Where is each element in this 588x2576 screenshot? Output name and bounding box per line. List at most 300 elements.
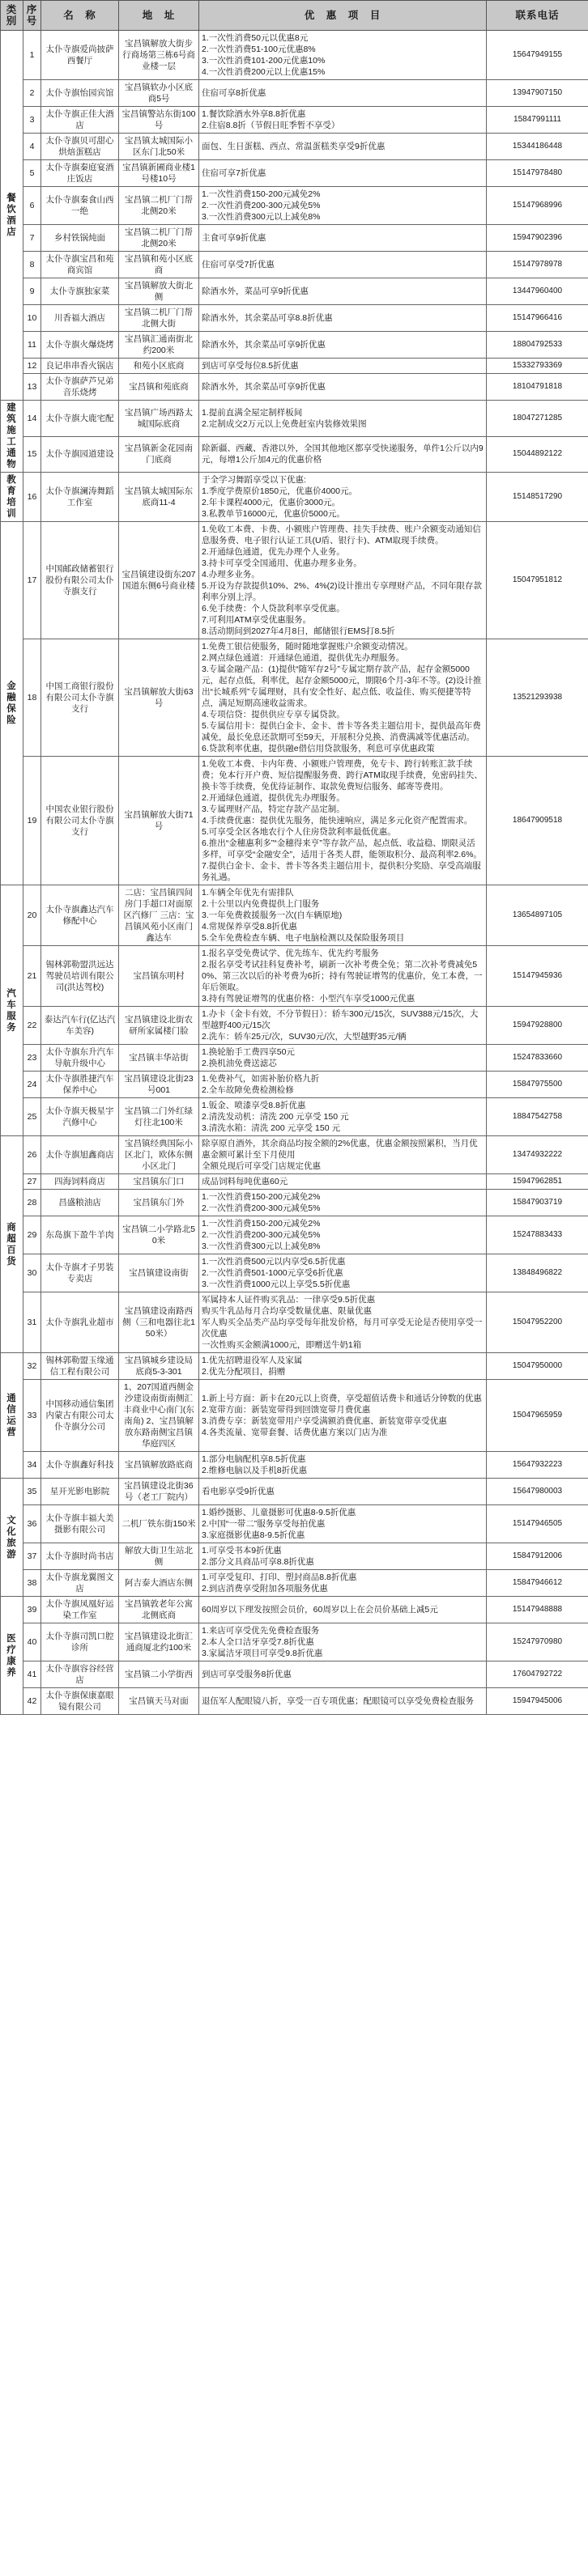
table-row (1, 1292, 588, 1353)
header-offer: 优 惠 项 目 (199, 1, 487, 31)
offer-text: 1.报名享受免费试学、优先练车、优先约考服务 2.报名享受考试挂科复费补考，刷新一次补考费全免；第二次补考费减免50%、第三次以后的补考费为6折；持有驾驶证增驾的优惠价，免工本费，一年后领取。 3.持有驾驶证增驾的优惠价格：小型汽车享受1000元优惠 (202, 948, 483, 1004)
contact-phone: 15647932223 (487, 1452, 588, 1479)
table-row (1, 1254, 588, 1292)
merchant-name: 太仆寺旗天极星宇汽修中心 (41, 1098, 119, 1136)
category-cell: 商超百货 (1, 1136, 23, 1353)
table-row (1, 1190, 588, 1216)
offer-details (199, 31, 487, 80)
offer-details (199, 1292, 487, 1353)
merchant-address: 宝昌镇警站东街100号 (119, 107, 199, 134)
offer-details (199, 225, 487, 252)
row-number: 26 (23, 1136, 41, 1174)
merchant-name: 乡村铁锅炖面 (41, 225, 119, 252)
merchant-name: 太仆寺旗鑫达汽车修配中心 (41, 885, 119, 946)
merchant-name: 泰达汽车行(亿达汽车美容) (41, 1007, 119, 1045)
merchant-address: 宝昌镇和苑小区底商 (119, 252, 199, 278)
contact-phone: 13947907150 (487, 80, 588, 107)
offer-details (199, 252, 487, 278)
contact-phone: 15044892122 (487, 436, 588, 473)
merchant-address: 宝昌镇新金花园南门底商 (119, 436, 199, 473)
table-row (1, 436, 588, 473)
merchant-name: 太仆寺旗胜捷汽车保养中心 (41, 1072, 119, 1098)
contact-phone: 18104791818 (487, 374, 588, 401)
table-row (1, 639, 588, 757)
contact-phone: 15947962851 (487, 1174, 588, 1190)
merchant-name: 太仆寺旗秦庭宴酒庄饭店 (41, 160, 119, 187)
merchant-address: 宝昌镇太城国际小区东门北50米 (119, 134, 199, 160)
category-cell: 通信运营 (1, 1353, 23, 1479)
offer-details (199, 1505, 487, 1543)
header-name: 名 称 (41, 1, 119, 31)
row-number: 27 (23, 1174, 41, 1190)
merchant-name: 太仆寺旗龙翼图文店 (41, 1570, 119, 1597)
contact-phone: 15847912006 (487, 1543, 588, 1570)
table-row (1, 1479, 588, 1505)
offer-details (199, 1190, 487, 1216)
offer-text: 1.新上号方面：新卡在20元以上资费，享受超值话费卡和通话分钟数的优惠 2.宽带方面：新装宽带得到回馈宽带月费优惠 3.消费专享：新装宽带用户享受满额消费优惠、新装宽带享受优惠 4.各类流量、宽带套餐、话费优惠方案以门店为准 (202, 1394, 482, 1437)
merchant-address: 宝昌镇和苑底商 (119, 374, 199, 401)
merchant-name: 太仆寺旗丰福大美摄影有限公司 (41, 1505, 119, 1543)
merchant-name: 中国工商银行股份有限公司太仆寺旗支行 (41, 639, 119, 757)
merchant-name: 星开光影电影院 (41, 1479, 119, 1505)
row-number: 12 (23, 359, 41, 374)
table-row (1, 1216, 588, 1254)
contact-phone: 17604792722 (487, 1661, 588, 1688)
merchant-address: 宝昌镇丰华站街 (119, 1045, 199, 1072)
offer-details (199, 401, 487, 437)
table-row (1, 1623, 588, 1661)
row-number: 19 (23, 757, 41, 885)
offer-text: 1.一次性消费150-200元减免2% 2.一次性消费200-300元减免5% 3.一次性消费300元以上减免8% (202, 1219, 321, 1251)
offer-details (199, 1570, 487, 1597)
offer-text: 1.钣金、喷漆享受8.8折优惠 2.清洗发动机：清洗 200 元享受 150 元 3.清洗水箱：清洗 200 元享受 150 元 (202, 1101, 349, 1133)
contact-phone: 13848496822 (487, 1254, 588, 1292)
offer-details (199, 359, 487, 374)
contact-phone: 15147946505 (487, 1505, 588, 1543)
offer-details (199, 1072, 487, 1098)
contact-phone: 15147948888 (487, 1597, 588, 1623)
row-number: 33 (23, 1380, 41, 1452)
offer-text: 60周岁以下理发按照会员价，60周岁以上在会员价基础上减5元 (202, 1605, 438, 1615)
offer-text: 1.提前直满全屋定制样板间 2.定制成交2万元以上免费赶室内装修效果图 (202, 407, 367, 429)
row-number: 25 (23, 1098, 41, 1136)
table-row (1, 1007, 588, 1045)
merchant-address: 宝昌镇解放大街步行商场第三栋6号商业楼一层 (119, 31, 199, 80)
offer-details (199, 134, 487, 160)
table-row (1, 1597, 588, 1623)
contact-phone: 15148517290 (487, 473, 588, 522)
category-cell: 医疗康养 (1, 1597, 23, 1715)
table-row (1, 946, 588, 1007)
row-number: 16 (23, 473, 41, 522)
offer-details (199, 1136, 487, 1174)
merchant-name: 太仆寺旗大鹿宅配 (41, 401, 119, 437)
merchant-name: 太仆寺旗旭鑫商店 (41, 1136, 119, 1174)
table-row (1, 187, 588, 225)
offer-text: 1.免收工本费、卡费、小额账户管理费、挂失手续费、账户余额变动通知信息服务费、电子银行认证工具(U盾、银行卡)、ATM取现手续费。 2.开通绿色通道，优先办理个人业务。 3.持卡可享受全国通用、优惠办理多业务。 4.办理多业务。 5.开设为存款提供10%、2%、4%(2)设计推出专享理财产品，不同年限存款利率分别上浮。 6.免手续费：个人贷款利率享受优惠。 7.可利用ATM享受优惠服务。 8.活动期间到2027年4月8日，邮储银行EMS打8.5折 (202, 524, 482, 636)
merchant-name: 太仆寺旗时尚书店 (41, 1543, 119, 1570)
merchant-address: 宝昌镇解放路底商 (119, 1452, 199, 1479)
table-row (1, 885, 588, 946)
offer-details (199, 1353, 487, 1380)
offer-details (199, 278, 487, 305)
offer-text: 面包、生日蛋糕、西点、常温蛋糕类享受9折优惠 (202, 142, 386, 151)
row-number: 20 (23, 885, 41, 946)
table-row (1, 401, 588, 437)
offer-details (199, 885, 487, 946)
offer-details (199, 332, 487, 359)
table-row (1, 332, 588, 359)
contact-phone: 15847975500 (487, 1072, 588, 1098)
merchant-address: 宝昌镇解放大街北侧 (119, 278, 199, 305)
offer-text: 成品饲料每吨优惠60元 (202, 1177, 288, 1186)
table-row (1, 1072, 588, 1098)
contact-phone: 18047271285 (487, 401, 588, 437)
offer-text: 住宿可享8折优惠 (202, 88, 266, 98)
merchant-address: 解放大街卫生站北侧 (119, 1543, 199, 1570)
contact-phone: 18804792533 (487, 332, 588, 359)
merchant-name: 太仆寺旗秦食山西一绝 (41, 187, 119, 225)
table-body (1, 31, 588, 1715)
offer-details (199, 1007, 487, 1045)
row-number: 3 (23, 107, 41, 134)
merchant-address: 宝昌镇二机厂门帮北侧大街 (119, 305, 199, 332)
merchant-name: 中国农业银行股份有限公司太仆寺旗支行 (41, 757, 119, 885)
merchant-name: 太仆寺旗萨芦兄弟音乐烧烤 (41, 374, 119, 401)
row-number: 36 (23, 1505, 41, 1543)
table-row (1, 1098, 588, 1136)
offer-details (199, 80, 487, 107)
row-number: 5 (23, 160, 41, 187)
offer-text: 1.免费补气，如需补胎价格九折 2.全车故障免费检测检修 (202, 1074, 320, 1095)
merchant-address: 宝昌镇太城国际东底商11-4 (119, 473, 199, 522)
merchant-address: 宝昌镇城乡建设局底商5-3-301 (119, 1353, 199, 1380)
merchant-name: 川香福大酒店 (41, 305, 119, 332)
table-row (1, 134, 588, 160)
offer-text: 1.车辆全年优先有需排队 2.十公里以内免费提供上门服务 3.一年免费救援服务一次(自车辆原地) 4.常规保养享受8.8折优惠 5.全车免费检查车辆、电子电脑检测以及保险服务项目 (202, 888, 405, 943)
offer-details (199, 1174, 487, 1190)
contact-phone: 15047951812 (487, 522, 588, 639)
merchant-address: 宝昌镇解放大街71号 (119, 757, 199, 885)
contact-phone: 15647949155 (487, 31, 588, 80)
row-number: 9 (23, 278, 41, 305)
offer-text: 除酒水外，菜品可享9折优惠 (202, 286, 309, 296)
merchant-address: 宝昌镇天马对面 (119, 1688, 199, 1715)
merchant-name: 中国邮政储蓄银行股份有限公司太仆寺旗支行 (41, 522, 119, 639)
row-number: 38 (23, 1570, 41, 1597)
row-number: 4 (23, 134, 41, 160)
offer-text: 1.部分电脑配机享8.5折优惠 2.维修电脑以及手机8折优惠 (202, 1454, 308, 1475)
contact-phone: 15147978480 (487, 160, 588, 187)
offer-details (199, 946, 487, 1007)
contact-phone: 15344186448 (487, 134, 588, 160)
merchant-address: 宝昌镇东门外 (119, 1190, 199, 1216)
row-number: 34 (23, 1452, 41, 1479)
merchant-name: 太仆寺旗爱尚披萨西餐厅 (41, 31, 119, 80)
merchant-address: 宝昌镇建设北街23号001 (119, 1072, 199, 1098)
category-cell: 金融保险 (1, 522, 23, 885)
offer-text: 1.一次性消费150-200元减免2% 2.一次性消费200-300元减免5% (202, 1192, 321, 1213)
merchant-name: 太仆寺旗乳业超市 (41, 1292, 119, 1353)
offer-text: 看电影享受9折优惠 (202, 1487, 275, 1496)
table-row (1, 1174, 588, 1190)
offer-details (199, 757, 487, 885)
offer-text: 1.一次性消费500元以内享受6.5折优惠 2.一次性消费501-1000元享受6折优惠 3.一次性消费1000元以上享受5.5折优惠 (202, 1257, 351, 1289)
merchant-name: 太仆寺旗容谷经营店 (41, 1661, 119, 1688)
category-cell: 汽车服务 (1, 885, 23, 1136)
merchant-name: 东岛旗下盈牛羊肉 (41, 1216, 119, 1254)
offer-text: 1.来店可享受优先免费检查服务 2.本人全口洁牙享受7.8折优惠 3.家属洁牙项目可享受9.8折优惠 (202, 1626, 323, 1658)
table-row (1, 1136, 588, 1174)
offer-details (199, 1254, 487, 1292)
merchant-address: 宝昌镇二机厂门帮北侧20米 (119, 187, 199, 225)
merchant-name: 太仆寺旗独家菜 (41, 278, 119, 305)
offer-details (199, 436, 487, 473)
offer-text: 除享原自酒外，其余商品均按全额的2%优惠，优惠金额按照累积，当月优惠金额可累计至下月使用 全额兑现后可享受门店规定优惠 (202, 1139, 478, 1171)
row-number: 6 (23, 187, 41, 225)
table-row (1, 1543, 588, 1570)
merchant-name: 太仆寺旗火爆烧烤 (41, 332, 119, 359)
contact-phone: 15332793369 (487, 359, 588, 374)
table-row (1, 473, 588, 522)
merchant-name: 太仆寺旗东升汽车导航升级中心 (41, 1045, 119, 1072)
contact-phone: 15847946612 (487, 1570, 588, 1597)
contact-phone: 15047952200 (487, 1292, 588, 1353)
row-number: 7 (23, 225, 41, 252)
offer-text: 1.免费工银信使服务，随时随地掌握账户余额变动情况。 2.网点绿色通道：开通绿色通道，提供优先办理服务。 3.专属金融产品：(1)提供“随军存2号”专属定期存款产品，起存金额5000元，起存点低，利率优，起存金额5000元，期限6个月-3年不等。(2)设计推出“长城系列”专属理财，具有安全性好、起点低、收益佳、购买便捷等特点，满足短期高速收益需求。 4.专项信贷：提供供应专享专属贷款。 5.专属信用卡：提供白金卡、金卡、普卡等各类主题信用卡，提供最高年费减免，最长免息还款期可至59天，开展积分兑换、消费满减等优惠活动。 6.贷款利率优惠，提供融e借信用贷款服务，利息可享优惠政策 (202, 642, 482, 753)
header-number: 序号 (23, 1, 41, 31)
merchant-name: 太仆寺旗凤凰好运染工作室 (41, 1597, 119, 1623)
row-number: 2 (23, 80, 41, 107)
merchant-address: 二店：宝昌镇四间房门手超口对面原区汽修厂 三店：宝昌镇风苑小区南门鑫达车 (119, 885, 199, 946)
merchant-address: 宝昌镇敦老年公寓北侧底商 (119, 1597, 199, 1623)
contact-phone: 13654897105 (487, 885, 588, 946)
merchant-name: 昌盛粮油店 (41, 1190, 119, 1216)
merchant-address: 阿吉泰大酒店东侧 (119, 1570, 199, 1597)
category-cell: 文化旅游 (1, 1479, 23, 1597)
contact-phone: 13474932222 (487, 1136, 588, 1174)
row-number: 40 (23, 1623, 41, 1661)
table-row (1, 31, 588, 80)
merchant-name: 太仆寺旗正佳大酒店 (41, 107, 119, 134)
offer-details (199, 639, 487, 757)
merchant-address: 宝昌镇建设北街36号（老工厂院内） (119, 1479, 199, 1505)
merchant-name: 太仆寺旗澜涛舞蹈工作室 (41, 473, 119, 522)
offer-text: 1.优先招聘退役军人及家属 2.优先分配项目，捐赠 (202, 1356, 303, 1377)
row-number: 17 (23, 522, 41, 639)
row-number: 41 (23, 1661, 41, 1688)
table-row (1, 305, 588, 332)
row-number: 21 (23, 946, 41, 1007)
merchant-address: 宝昌镇建设北街汇通商厦北约100米 (119, 1623, 199, 1661)
row-number: 10 (23, 305, 41, 332)
offer-text: 1.餐饮除酒水外享8.8折优惠 2.住宿8.8折（节假日旺季暂不享受） (202, 109, 340, 130)
offer-details (199, 1216, 487, 1254)
merchant-address: 宝昌镇建设街东207国道东侧6号商业楼 (119, 522, 199, 639)
merchant-address: 二机厂铁东街150米 (119, 1505, 199, 1543)
merchant-address: 宝昌镇汇通南街北约200米 (119, 332, 199, 359)
contact-phone: 13447960400 (487, 278, 588, 305)
offer-details (199, 1452, 487, 1479)
table-row (1, 1570, 588, 1597)
merchant-name: 太仆寺旗怡园宾馆 (41, 80, 119, 107)
row-number: 31 (23, 1292, 41, 1353)
contact-phone: 15947928800 (487, 1007, 588, 1045)
row-number: 8 (23, 252, 41, 278)
offer-text: 到店可享受服务8折优惠 (202, 1670, 292, 1679)
contact-phone: 18647909518 (487, 757, 588, 885)
contact-phone: 15147945936 (487, 946, 588, 1007)
table-row (1, 522, 588, 639)
merchant-name: 太仆寺旗鑫好科技 (41, 1452, 119, 1479)
row-number: 22 (23, 1007, 41, 1045)
contact-phone: 15247833660 (487, 1045, 588, 1072)
table-row (1, 374, 588, 401)
merchant-address: 宝昌镇二机厂门帮北侧20米 (119, 225, 199, 252)
offer-details (199, 522, 487, 639)
contact-phone: 15147978978 (487, 252, 588, 278)
offer-text: 1.一次性消费50元以优惠8元 2.一次性消费51-100元优惠8% 3.一次性消费101-200元优惠10% 4.一次性消费200元以上优惠15% (202, 33, 326, 77)
row-number: 11 (23, 332, 41, 359)
table-row (1, 80, 588, 107)
offer-details (199, 1479, 487, 1505)
contact-phone: 15947902396 (487, 225, 588, 252)
row-number: 35 (23, 1479, 41, 1505)
offer-details (199, 1098, 487, 1136)
merchant-address: 宝昌镇东门口 (119, 1174, 199, 1190)
contact-phone: 15047965959 (487, 1380, 588, 1452)
merchant-name: 太仆寺旗贝可甜心烘焙蛋糕店 (41, 134, 119, 160)
row-number: 29 (23, 1216, 41, 1254)
merchant-address: 宝昌镇新圃商业楼1号楼10号 (119, 160, 199, 187)
merchant-address: 宝昌镇软办小区底商5号 (119, 80, 199, 107)
category-cell: 建筑施工通物 (1, 401, 23, 473)
contact-phone: 15047950000 (487, 1353, 588, 1380)
merchant-name: 四海饲料商店 (41, 1174, 119, 1190)
offer-text: 住宿可享7折优惠 (202, 168, 266, 178)
offer-text: 除酒水外，其余菜品可享9折优惠 (202, 340, 326, 350)
offer-text: 1.婚纱摄影、儿童摄影可优惠8-9.5折优惠 2.中国“一带二”服务享受每拍优惠 3.家庭摄影优惠8-9.5折优惠 (202, 1508, 356, 1540)
row-number: 39 (23, 1597, 41, 1623)
contact-phone: 15947945006 (487, 1688, 588, 1715)
offer-text: 1.一次性消费150-200元减免2% 2.一次性消费200-300元减免5% 3.一次性消费300元以上减免8% (202, 189, 321, 222)
offer-text: 主食可享9折优惠 (202, 233, 266, 243)
offer-details (199, 160, 487, 187)
merchant-name: 太仆寺旗园道建设 (41, 436, 119, 473)
contact-phone: 15247883433 (487, 1216, 588, 1254)
offer-details (199, 1543, 487, 1570)
offer-details (199, 1597, 487, 1623)
header-address: 地 址 (119, 1, 199, 31)
table-row (1, 757, 588, 885)
offer-text: 除酒水外，其余菜品可享8.8折优惠 (202, 313, 333, 323)
contact-phone: 15847903719 (487, 1190, 588, 1216)
table-row (1, 1045, 588, 1072)
table-row (1, 1380, 588, 1452)
merchant-address: 宝昌镇经典国际小区北门，欧体东侧小区北门 (119, 1136, 199, 1174)
offer-text: 1.可享受书本9折优惠 2.部分文具商品可享8.8折优惠 (202, 1546, 314, 1567)
row-number: 37 (23, 1543, 41, 1570)
offer-details (199, 107, 487, 134)
row-number: 14 (23, 401, 41, 437)
offer-text: 1.可享受复印、打印、塑封商品8.8折优惠 2.到店消费享受附加各项服务优惠 (202, 1572, 357, 1594)
offer-details (199, 374, 487, 401)
table-row (1, 107, 588, 134)
merchant-name: 中国移动通信集团内蒙古有限公司太仆寺旗分公司 (41, 1380, 119, 1452)
contact-phone: 18847542758 (487, 1098, 588, 1136)
contact-phone: 15847991111 (487, 107, 588, 134)
offer-text: 1.换轮胎手工费四享50元 2.换机油免费送滤芯 (202, 1047, 295, 1068)
offer-details (199, 1688, 487, 1715)
row-number: 32 (23, 1353, 41, 1380)
offer-text: 军属持本人证件购买乳品：一律享受9.5折优惠 购买牛乳品每月合均享受数量优惠、限量优惠 军人购买全品类产品均享受每年批发价格，每月可享受无论是否使用享受一次优惠 一次性购买金额满1000元，即赠送牛奶1箱 (202, 1295, 483, 1350)
merchant-address: 宝昌镇解放大街63号 (119, 639, 199, 757)
offer-text: 除新疆、西藏、香港以外，全国其他地区都享受快递服务，单件1公斤以内9元，每增1公斤加4元的优惠价格 (202, 443, 484, 465)
row-number: 18 (23, 639, 41, 757)
table-row (1, 252, 588, 278)
offer-details (199, 1661, 487, 1688)
offer-text: 于全学习舞蹈享受以下优惠: 1.季度学费原价1850元，优惠价4000元。 2.年卡课程4000元，优惠价3000元。 3.私教单节16000元，优惠价5000元。 (202, 475, 357, 519)
table-row (1, 1661, 588, 1688)
offer-text: 住宿可享受7折优惠 (202, 260, 275, 269)
table-header-row (1, 1, 588, 31)
merchant-address: 宝昌镇建设北街农研所家属楼门脸 (119, 1007, 199, 1045)
row-number: 30 (23, 1254, 41, 1292)
row-number: 28 (23, 1190, 41, 1216)
merchant-name: 太仆寺旗才子男装专卖店 (41, 1254, 119, 1292)
table-row (1, 160, 588, 187)
merchant-address: 宝昌镇二小学路北50米 (119, 1216, 199, 1254)
row-number: 13 (23, 374, 41, 401)
offer-details (199, 1623, 487, 1661)
row-number: 1 (23, 31, 41, 80)
merchant-name: 锡林郭勒盟玉缘通信工程有限公司 (41, 1353, 119, 1380)
merchant-address: 宝昌镇二门外红绿灯往北100米 (119, 1098, 199, 1136)
row-number: 23 (23, 1045, 41, 1072)
category-cell: 餐饮酒店 (1, 31, 23, 401)
merchant-name: 锡林郭勒盟洪远达驾驶员培训有限公司(洪达驾校) (41, 946, 119, 1007)
merchant-address: 宝昌镇东明村 (119, 946, 199, 1007)
offer-details (199, 187, 487, 225)
row-number: 15 (23, 436, 41, 473)
merchant-address: 宝昌镇建设南路西侧（三和电器往北150米） (119, 1292, 199, 1353)
merchant-name: 良记串串香火锅店 (41, 359, 119, 374)
table-row (1, 1688, 588, 1715)
offer-text: 到店可享受每位8.5折优惠 (202, 361, 299, 371)
category-cell: 教育培训 (1, 473, 23, 522)
offer-details (199, 473, 487, 522)
table-row (1, 1505, 588, 1543)
contact-phone: 15247970980 (487, 1623, 588, 1661)
offer-details (199, 305, 487, 332)
table-row (1, 278, 588, 305)
row-number: 42 (23, 1688, 41, 1715)
offer-details (199, 1380, 487, 1452)
merchant-address: 宝昌镇建设南街 (119, 1254, 199, 1292)
table-row (1, 1452, 588, 1479)
row-number: 24 (23, 1072, 41, 1098)
offer-text: 1.免收工本费、卡内年费、小额账户管理费，免专卡、跨行转账汇款手续费；免本行开户费、短信提醒服务费、跨行ATM取现手续费，免密码挂失、换卡等手续费，免优待证制作、取款免费短信服务、邮寄等费用。 2.开通绿色通道，提供优先办理服务。 3.专属理财产品，特定存款产品定制。 4.手续费优惠：提供优先服务，能快速响应，满足多元化资产配置需求。 5.可享受全区各地农行个人住房贷款利率最低优惠。 6.推出“金穗惠利多”“金穗得来亨”等存款产品，起点低、收益稳、期限灵活多样，可享受“金融安全”，适用于各类人群，能领取积分、最高利率2.6%。 7.提供白金卡、金卡、普卡等各类主题信用卡，提供积分奖励、享受高端服务礼遇。 (202, 759, 483, 882)
header-category: 类别 (1, 1, 23, 31)
merchant-address: 和苑小区底商 (119, 359, 199, 374)
offer-text: 除酒水外，其余菜品可享9折优惠 (202, 382, 326, 392)
contact-phone: 15147966416 (487, 305, 588, 332)
merchant-address: 宝昌镇二小学街西 (119, 1661, 199, 1688)
header-phone: 联系电话 (487, 1, 588, 31)
contact-phone: 15147968996 (487, 187, 588, 225)
table-row (1, 1353, 588, 1380)
offer-text: 1.办卡（金卡有效，不分节假日）：轿车300元/15次，SUV388元/15次，大型越野400元/15次 2.洗车：轿车25元/次，SUV30元/次，大型越野35元/辆 (202, 1009, 479, 1042)
